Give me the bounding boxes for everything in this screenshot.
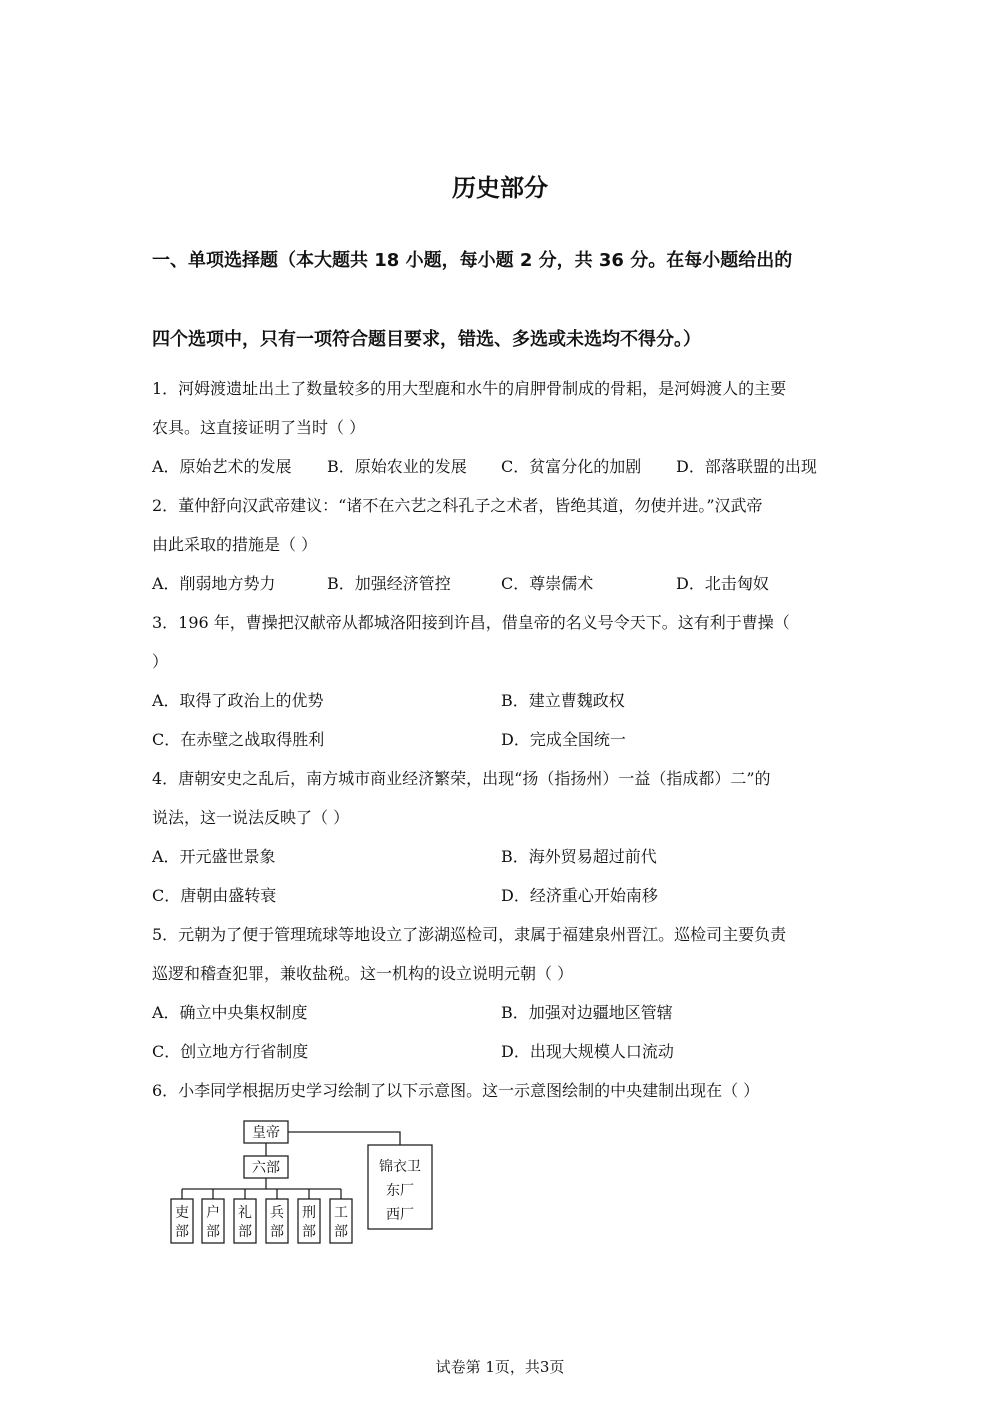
ministry-justice-char2: 部 <box>302 1224 316 1240</box>
question-4-line1: 4．唐朝安史之乱后，南方城市商业经济繁荣，出现“扬（指扬州）一益（指成都）二”的 <box>152 769 771 788</box>
ministry-works-char2: 部 <box>334 1224 348 1240</box>
question-3-option-a: A．取得了政治上的优势 <box>152 691 324 710</box>
question-3-option-c: C．在赤壁之战取得胜利 <box>152 730 325 749</box>
ministry-rites-char2: 部 <box>238 1224 252 1240</box>
ministry-works-char1: 工 <box>334 1205 348 1221</box>
page-title: 历史部分 <box>452 174 548 202</box>
question-4-option-c: C．唐朝由盛转衰 <box>152 886 277 905</box>
question-2-line2: 由此采取的措施是（ ） <box>152 535 318 554</box>
question-4-option-a: A．开元盛世景象 <box>152 847 276 866</box>
question-5-option-a: A．确立中央集权制度 <box>152 1003 308 1022</box>
section-heading-line1: 一、单项选择题（本大题共 18 小题，每小题 2 分，共 36 分。在每小题给出的 <box>152 250 793 271</box>
question-4-option-d: D．经济重心开始南移 <box>501 886 658 905</box>
question-5-line2: 巡逻和稽查犯罪，兼收盐税。这一机构的设立说明元朝（ ） <box>152 964 574 983</box>
question-3-line2: ） <box>152 652 169 671</box>
question-5-option-b: B．加强对边疆地区管辖 <box>501 1003 673 1022</box>
agency-jinyiwei: 锦衣卫 <box>379 1159 421 1175</box>
question-4-option-b: B．海外贸易超过前代 <box>501 847 657 866</box>
question-2-option-a: A．削弱地方势力 <box>152 574 276 593</box>
question-2-option-b: B．加强经济管控 <box>327 574 451 593</box>
ministry-revenue-char1: 户 <box>206 1205 220 1221</box>
ministry-war-char2: 部 <box>270 1224 284 1240</box>
question-3-option-b: B．建立曹魏政权 <box>501 691 625 710</box>
question-1-option-b: B．原始农业的发展 <box>327 457 467 476</box>
ministry-rites-char1: 礼 <box>238 1205 252 1221</box>
question-2-option-d: D．北击匈奴 <box>676 574 769 593</box>
question-5-option-d: D．出现大规模人口流动 <box>501 1042 674 1061</box>
question-2-line1: 2．董仲舒向汉武帝建议：“诸不在六艺之科孔子之术者，皆绝其道，勿使并进。”汉武帝 <box>152 496 763 515</box>
question-1-option-d: D．部落联盟的出现 <box>676 457 817 476</box>
central-government-diagram <box>160 1113 440 1253</box>
emperor-label: 皇帝 <box>252 1125 280 1141</box>
question-6-line1: 6．小李同学根据历史学习绘制了以下示意图。这一示意图绘制的中央建制出现在（ ） <box>152 1081 760 1100</box>
question-1-line2: 农具。这直接证明了当时（ ） <box>152 418 366 437</box>
six-ministries-label: 六部 <box>252 1160 280 1176</box>
question-2-option-c: C．尊崇儒术 <box>501 574 594 593</box>
agency-xichang: 西厂 <box>386 1207 414 1223</box>
ministry-personnel-char1: 吏 <box>175 1205 189 1221</box>
question-4-line2: 说法，这一说法反映了（ ） <box>152 808 350 827</box>
question-1-option-c: C．贫富分化的加剧 <box>501 457 642 476</box>
page-footer: 试卷第 1页，共3页 <box>435 1358 565 1376</box>
question-5-line1: 5．元朝为了便于管理琉球等地设立了澎湖巡检司，隶属于福建泉州晋江。巡检司主要负责 <box>152 925 787 944</box>
section-heading-line2: 四个选项中，只有一项符合题目要求，错选、多选或未选均不得分。） <box>152 329 701 350</box>
ministry-war-char1: 兵 <box>270 1205 284 1221</box>
ministry-justice-char1: 刑 <box>302 1205 316 1221</box>
ministry-personnel-char2: 部 <box>175 1224 189 1240</box>
agency-dongchang: 东厂 <box>386 1183 414 1199</box>
question-3-line1: 3．196 年，曹操把汉献帝从都城洛阳接到许昌，借皇帝的名义号令天下。这有利于曹操（ <box>152 613 790 632</box>
question-3-option-d: D．完成全国统一 <box>501 730 626 749</box>
question-5-option-c: C．创立地方行省制度 <box>152 1042 309 1061</box>
emperor-agency-connector <box>288 1132 400 1145</box>
question-1-option-a: A．原始艺术的发展 <box>152 457 292 476</box>
question-1-line1: 1．河姆渡遗址出土了数量较多的用大型鹿和水牛的肩胛骨制成的骨耜，是河姆渡人的主要 <box>152 379 787 398</box>
ministry-revenue-char2: 部 <box>206 1224 220 1240</box>
